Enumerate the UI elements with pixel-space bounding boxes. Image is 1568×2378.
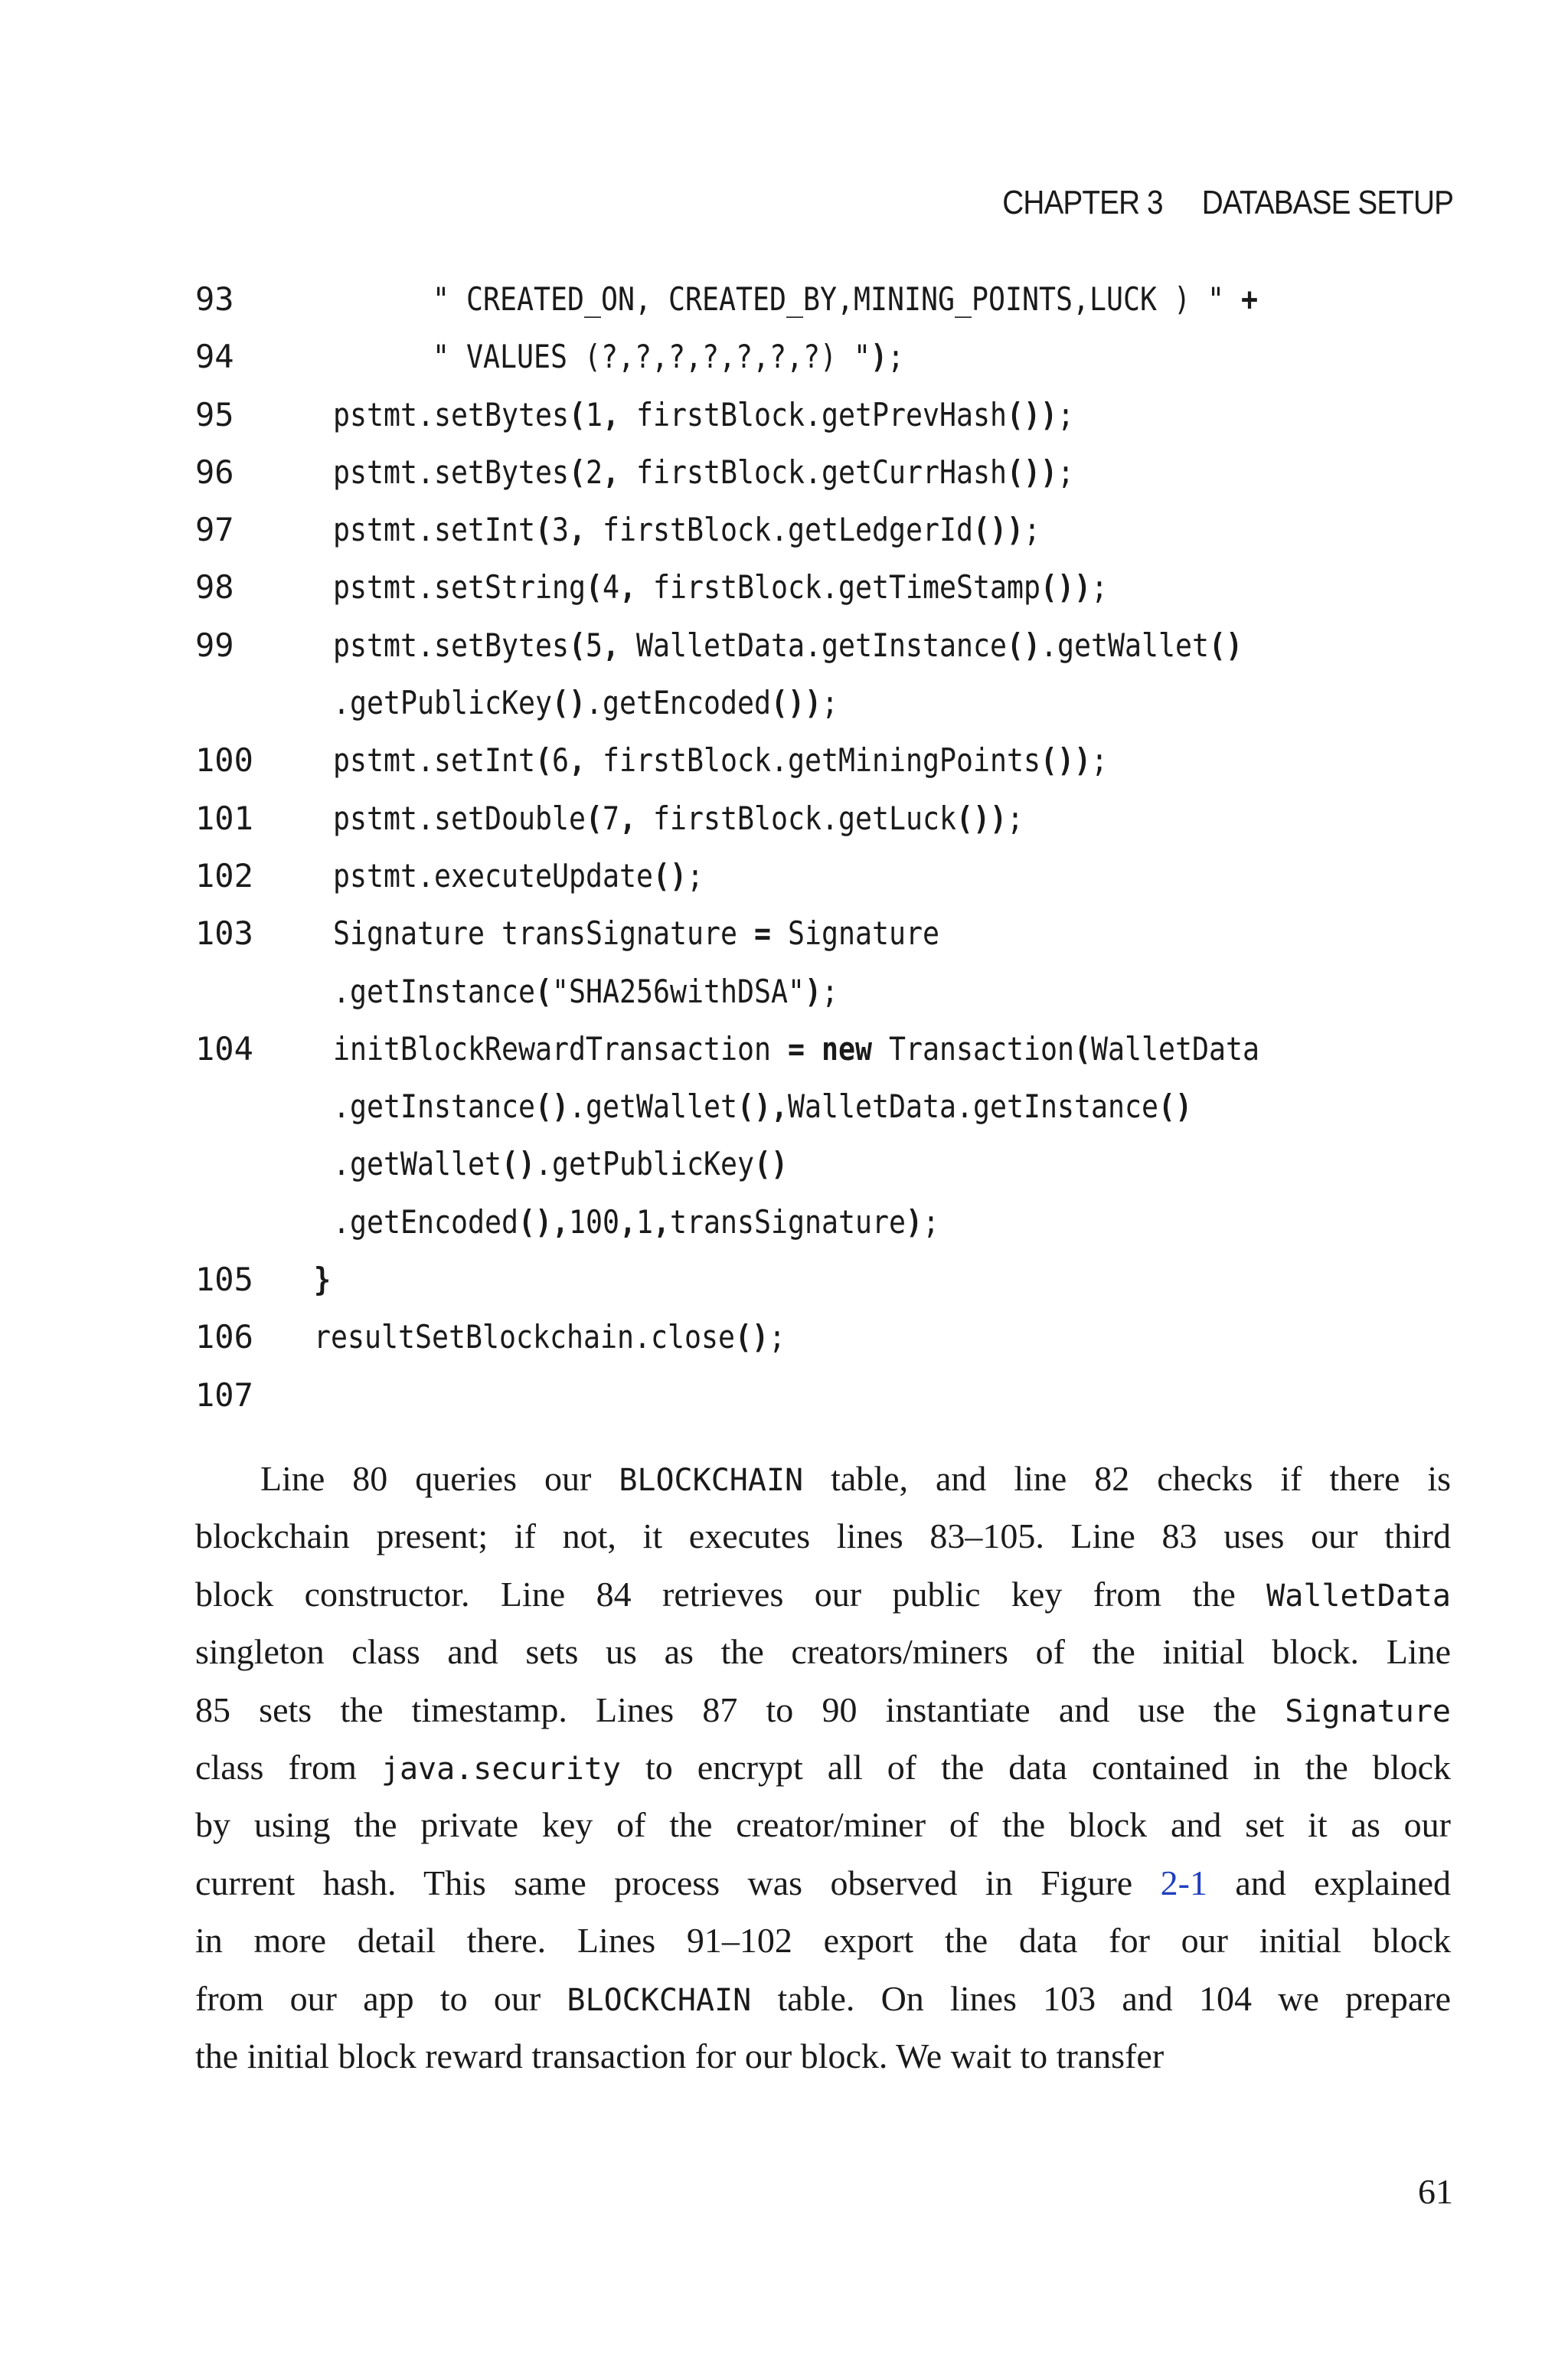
code-token: firstBlock.getMiningPoints [586, 741, 1040, 780]
code-line [195, 443, 1459, 501]
code-token: 5 [586, 626, 603, 664]
line-number: 94 [195, 338, 234, 376]
code-token-bold: () [734, 1318, 769, 1356]
code-token-bold: ()) [1007, 453, 1058, 491]
text-run: in more detail there. Lines 91–102 export the data for our initial block [195, 1921, 1451, 1961]
code-token: 7 [602, 799, 620, 837]
paragraph-line [195, 1854, 1451, 1912]
code-text [333, 731, 1108, 789]
code-token: pstmt.setBytes [333, 626, 569, 664]
code-token-bold: + [1240, 280, 1258, 318]
line-number: 103 [195, 914, 253, 953]
code-text [333, 790, 1024, 847]
code-token-bold: ( [534, 511, 552, 549]
code-token: .getEncoded [333, 1202, 518, 1241]
code-token-bold: , [603, 626, 620, 664]
body-paragraph [195, 1450, 1451, 2085]
inline-code: BLOCKCHAIN [619, 1463, 804, 1498]
code-text [314, 1251, 331, 1308]
text-run: Line 80 queries our [260, 1459, 619, 1498]
code-text [333, 1135, 788, 1192]
code-token-bold: (), [518, 1202, 569, 1241]
code-token: Signature transSignature [333, 914, 754, 953]
code-token: pstmt.executeUpdate [333, 856, 653, 895]
inline-code: BLOCKCHAIN [567, 1982, 752, 2018]
paragraph-line [195, 1970, 1451, 2027]
code-token: firstBlock.getPrevHash [619, 395, 1008, 433]
text-run: to encrypt all of the data contained in the block [620, 1747, 1451, 1787]
code-token: ; [1057, 453, 1075, 491]
code-text [314, 1308, 786, 1366]
code-token-bold: () [501, 1145, 536, 1183]
code-line [195, 328, 1459, 385]
text-run: by using the private key of the creator/miner of the block and set it as our [195, 1805, 1451, 1845]
paragraph-line [195, 1681, 1451, 1739]
code-token: .getPublicKey [535, 1145, 755, 1183]
code-line [195, 1135, 1459, 1192]
code-line [195, 617, 1459, 674]
code-token-bold: ( [1073, 1029, 1091, 1068]
text-run: 85 sets the timestamp. Lines 87 to 90 instantiate and use the [195, 1689, 1285, 1729]
code-line [195, 1251, 1459, 1308]
line-number: 107 [195, 1375, 253, 1414]
text-run: the initial block reward transaction for our block. We wait to transfer [195, 2036, 1165, 2075]
code-text [333, 904, 939, 962]
text-run: table, and line 82 checks if there is [803, 1459, 1452, 1498]
paragraph-line [195, 1739, 1451, 1796]
code-token-bold: , [619, 799, 637, 837]
code-token: 2 [586, 453, 603, 491]
line-number: 96 [195, 453, 234, 491]
code-listing [195, 270, 1459, 1424]
code-token: ; [768, 1318, 786, 1356]
code-text [333, 501, 1040, 558]
code-token: .getInstance [333, 972, 535, 1010]
code-token: .getWallet [1040, 626, 1210, 664]
code-token-bold: ( [568, 395, 586, 433]
line-number: 106 [195, 1318, 253, 1356]
code-token: WalletData [1090, 1029, 1259, 1068]
code-token: firstBlock.getCurrHash [619, 453, 1008, 491]
code-token: ; [1090, 568, 1109, 607]
inline-code: Signature [1285, 1693, 1451, 1729]
chapter-label: CHAPTER 3 [1002, 184, 1163, 221]
code-token: resultSetBlockchain.close [314, 1318, 735, 1356]
code-line [195, 963, 1459, 1020]
line-number: 105 [195, 1261, 253, 1299]
code-line [195, 904, 1459, 962]
section-title: DATABASE SETUP [1201, 184, 1453, 221]
code-text [333, 847, 704, 904]
code-token: pstmt.setInt [333, 741, 535, 780]
code-token-bold: ( [585, 568, 603, 607]
paragraph-line [195, 1623, 1451, 1680]
code-token: 1 [635, 1202, 654, 1241]
code-text [433, 270, 1258, 328]
code-token: pstmt.setBytes [333, 453, 569, 491]
line-number: 104 [195, 1029, 253, 1068]
paragraph-line [195, 1912, 1451, 1969]
code-token-bold: ( [568, 626, 586, 664]
text-run: table. On lines 103 and 104 we prepare [751, 1978, 1451, 2018]
code-token-bold: = [787, 1029, 805, 1068]
code-line [195, 731, 1459, 789]
code-line [195, 1193, 1459, 1251]
line-number: 102 [195, 856, 253, 895]
code-line [195, 1366, 1459, 1424]
line-number: 95 [195, 395, 234, 433]
text-run: blockchain present; if not, it executes lines 83–105. Line 83 uses our third [195, 1516, 1451, 1556]
code-token: firstBlock.getTimeStamp [636, 568, 1040, 607]
code-token-bold: = [753, 914, 771, 953]
code-token-bold: () [754, 1145, 789, 1183]
code-token: .getEncoded [586, 684, 771, 722]
inline-code: WalletData [1266, 1578, 1451, 1614]
figure-link[interactable]: 2-1 [1160, 1863, 1207, 1902]
code-line [195, 1078, 1459, 1135]
code-line [195, 1308, 1459, 1366]
code-text [333, 1193, 939, 1251]
text-run: and explained [1207, 1863, 1451, 1902]
code-token-bold: , [569, 511, 586, 549]
code-token: firstBlock.getLedgerId [586, 511, 974, 549]
line-number: 93 [195, 280, 234, 318]
code-token-bold: () [652, 856, 687, 895]
code-text [333, 1078, 1192, 1135]
paragraph-line [195, 2027, 1451, 2085]
code-token: .getWallet [333, 1145, 502, 1183]
code-token: ; [821, 684, 839, 722]
code-line [195, 790, 1459, 847]
code-token: pstmt.setInt [333, 511, 535, 549]
code-token: ; [1057, 395, 1075, 433]
code-token-bold: (), [737, 1088, 788, 1126]
code-line [195, 270, 1459, 328]
code-token-bold: ) [906, 1202, 923, 1241]
code-token: .getInstance [333, 1088, 535, 1126]
code-token: WalletData.getInstance [619, 626, 1008, 664]
code-token-bold: ( [585, 799, 603, 837]
code-token-bold: ( [534, 972, 552, 1010]
code-text [333, 558, 1108, 616]
code-token-bold: ) [804, 972, 822, 1010]
code-line [195, 501, 1459, 558]
line-number: 99 [195, 626, 234, 664]
code-token-bold: } [314, 1261, 332, 1299]
code-token: .getWallet [568, 1088, 737, 1126]
code-token-bold: , [619, 568, 637, 607]
code-token-bold: ()) [1040, 741, 1091, 780]
code-token: 1 [586, 395, 603, 433]
code-token: " CREATED_ON, CREATED_BY,MINING_POINTS,LUCK ) " [433, 280, 1241, 318]
code-token [805, 1030, 822, 1068]
code-token: ; [821, 972, 839, 1010]
code-token: ; [923, 1202, 940, 1241]
code-token-bold: , [603, 453, 620, 491]
code-token: "SHA256withDSA" [551, 972, 805, 1010]
code-token-bold: new [821, 1029, 872, 1068]
paragraph-line [195, 1796, 1451, 1853]
code-token: pstmt.setBytes [333, 395, 569, 433]
code-text [333, 386, 1074, 443]
code-token-bold: ()) [770, 684, 822, 722]
code-token-bold: , [569, 741, 586, 780]
code-text [333, 443, 1074, 501]
paragraph-line [195, 1450, 1451, 1507]
code-token: 4 [602, 568, 620, 607]
line-number: 98 [195, 568, 234, 607]
code-token-bold: () [534, 1088, 569, 1126]
text-run: singleton class and sets us as the creators/miners of the initial block. Line [195, 1632, 1451, 1672]
code-token: ; [1006, 799, 1024, 837]
code-text [433, 328, 904, 385]
text-run: from our app to our [195, 1978, 567, 2018]
running-header [1002, 184, 1453, 222]
line-number: 101 [195, 799, 253, 837]
code-token: pstmt.setDouble [333, 799, 586, 837]
line-number: 97 [195, 511, 234, 549]
code-line [195, 558, 1459, 616]
text-run: current hash. This same process was observed in Figure [195, 1863, 1161, 1902]
code-token: ; [1023, 511, 1041, 549]
code-token: firstBlock.getLuck [636, 799, 956, 837]
code-token: ; [686, 856, 704, 895]
code-token-bold: () [551, 684, 586, 722]
code-line [195, 847, 1459, 904]
code-token-bold: ( [568, 453, 586, 491]
code-token: Transaction [871, 1029, 1074, 1068]
code-token-bold: ()) [973, 511, 1024, 549]
paragraph-line [195, 1565, 1451, 1623]
text-run: class from [195, 1747, 381, 1787]
code-token: initBlockRewardTransaction [333, 1029, 788, 1068]
line-number: 100 [195, 741, 253, 780]
code-line [195, 1020, 1459, 1078]
code-token: ; [1090, 741, 1109, 780]
code-token: " VALUES (?,?,?,?,?,?,?) " [433, 338, 871, 376]
code-token-bold: ( [534, 741, 552, 780]
code-token: transSignature [670, 1202, 906, 1241]
paragraph-line [195, 1507, 1451, 1565]
code-token: pstmt.setString [333, 568, 586, 607]
page-number: 61 [1418, 2172, 1453, 2211]
code-token-bold: () [1007, 626, 1041, 664]
code-token-bold: ()) [956, 799, 1007, 837]
code-token-bold: , [619, 1202, 636, 1241]
code-token: ; [887, 338, 905, 376]
code-token: Signature [770, 914, 939, 953]
code-text [333, 617, 1243, 674]
code-text [333, 674, 838, 731]
code-token: 3 [551, 511, 570, 549]
inline-code: java.security [381, 1751, 621, 1787]
code-text [333, 963, 838, 1020]
code-token-bold: , [653, 1202, 671, 1241]
code-token-bold: ) [870, 338, 887, 376]
code-token: WalletData.getInstance [787, 1088, 1158, 1126]
code-token-bold: , [603, 395, 620, 433]
code-token-bold: () [1209, 626, 1243, 664]
code-token-bold: () [1158, 1088, 1192, 1126]
code-token: 6 [551, 741, 570, 780]
code-token: 100 [568, 1202, 619, 1241]
code-line [195, 674, 1459, 731]
code-token-bold: ()) [1040, 568, 1091, 607]
code-token-bold: ()) [1007, 395, 1058, 433]
code-token: .getPublicKey [333, 684, 552, 722]
text-run: block constructor. Line 84 retrieves our public key from the [195, 1574, 1267, 1614]
code-line [195, 386, 1459, 443]
code-text [333, 1020, 1259, 1078]
